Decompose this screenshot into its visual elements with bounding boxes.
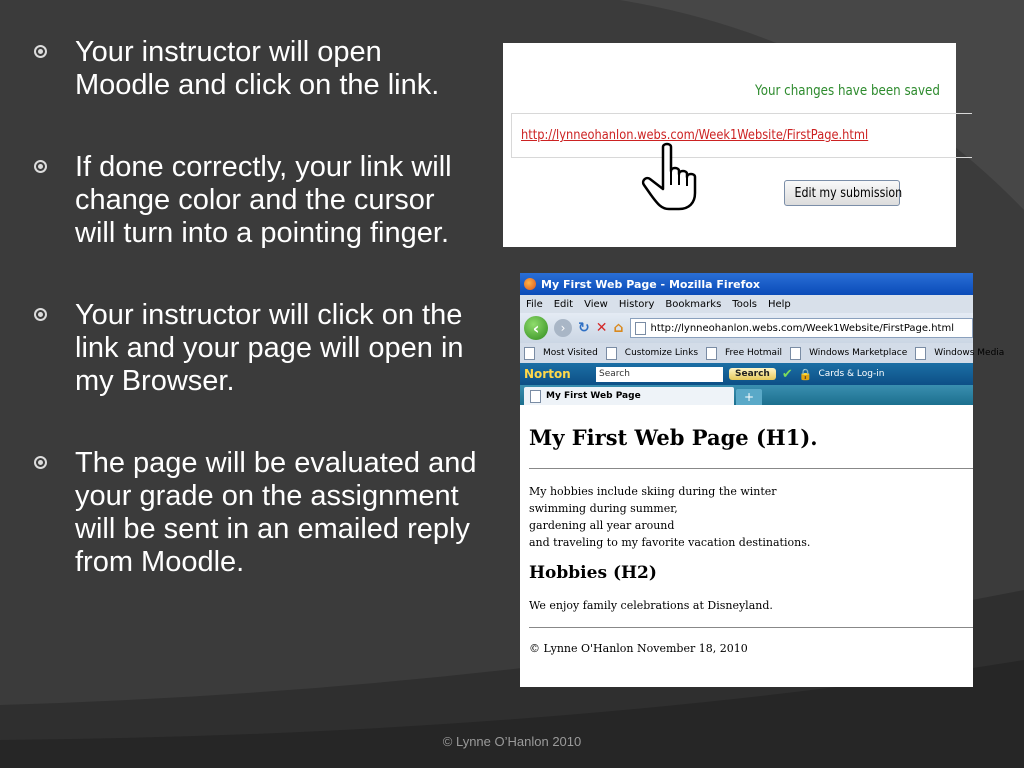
- norton-search-input[interactable]: Search: [596, 367, 723, 382]
- norton-logo: Norton: [524, 367, 571, 381]
- hobby-line: and traveling to my favorite vacation destinations.: [529, 536, 811, 549]
- hobby-line: gardening all year around: [529, 519, 675, 532]
- page-heading-h1: My First Web Page (H1).: [529, 425, 818, 450]
- bookmark-most-visited[interactable]: [524, 347, 598, 360]
- bookmark-label: Customize Links: [624, 348, 699, 358]
- address-bar[interactable]: [630, 318, 974, 338]
- bullet-text: Your instructor will open Moodle and click on the link.: [75, 36, 440, 101]
- tab-my-first-web-page[interactable]: [524, 387, 734, 405]
- saved-message: Your changes have been saved: [755, 83, 940, 99]
- bookmark-label: Windows Marketplace: [809, 348, 908, 358]
- navigation-toolbar: [520, 313, 973, 343]
- bookmark-customize-links[interactable]: [606, 347, 698, 360]
- bullet-item: [32, 447, 482, 579]
- lock-icon: 🔒: [798, 367, 813, 381]
- edit-submission-button[interactable]: [784, 180, 903, 206]
- menu-bookmarks[interactable]: Bookmarks: [665, 298, 722, 310]
- page-icon: [524, 347, 535, 360]
- submission-link[interactable]: http://lynneohanlon.webs.com/Week1Website/FirstPage.html: [521, 128, 869, 143]
- page-icon: [530, 390, 541, 403]
- menu-file[interactable]: File: [526, 298, 543, 310]
- menu-bar: [520, 295, 973, 313]
- page-icon: [635, 322, 646, 335]
- window-titlebar: [520, 273, 973, 295]
- menu-tools[interactable]: Tools: [732, 298, 757, 310]
- window-title: My First Web Page - Mozilla Firefox: [541, 277, 761, 291]
- menu-edit[interactable]: Edit: [553, 298, 574, 310]
- tab-bar: [520, 385, 973, 405]
- bookmark-label: Free Hotmail: [725, 348, 783, 358]
- menu-view[interactable]: View: [584, 298, 608, 310]
- bookmark-windows-marketplace[interactable]: [790, 347, 907, 360]
- reload-icon[interactable]: ↻: [578, 320, 590, 336]
- menu-help[interactable]: Help: [767, 298, 791, 310]
- page-icon: [790, 347, 801, 360]
- bullet-text: Your instructor will click on the link and your page will open in my Browser.: [75, 299, 464, 397]
- bullet-item: [32, 36, 482, 102]
- back-arrow-icon[interactable]: ‹: [524, 316, 548, 340]
- bullet-text: The page will be evaluated and your grade on the assignment will be sent in an emailed reply from Moodle.: [75, 447, 477, 578]
- horizontal-rule: [529, 468, 973, 469]
- page-paragraph: We enjoy family celebrations at Disneyland.: [529, 599, 773, 612]
- address-text: http://lynneohanlon.webs.com/Week1Website/FirstPage.html: [650, 322, 954, 334]
- hobby-line: My hobbies include skiing during the winter: [529, 485, 777, 498]
- bookmark-windows-media[interactable]: [915, 347, 1004, 360]
- bookmark-free-hotmail[interactable]: [706, 347, 782, 360]
- page-copyright: © Lynne O'Hanlon November 18, 2010: [529, 642, 748, 655]
- bullet-item: [32, 151, 482, 250]
- forward-arrow-icon[interactable]: ›: [554, 319, 572, 337]
- norton-search-button[interactable]: Search: [729, 368, 776, 380]
- home-icon[interactable]: ⌂: [613, 320, 624, 336]
- bookmarks-toolbar: [520, 343, 1005, 363]
- slide-footer: © Lynne O’Hanlon 2010: [442, 734, 582, 749]
- bookmark-label: Windows Media: [934, 348, 1005, 358]
- bookmark-label: Most Visited: [543, 348, 598, 358]
- bullet-text: If done correctly, your link will change color and the cursor will turn into a pointing finger.: [75, 151, 452, 249]
- submission-link-row: [511, 113, 972, 158]
- bullet-item: [32, 299, 482, 398]
- bullet-circle-icon: [34, 160, 47, 173]
- edit-submission-label: Edit my submission: [794, 185, 903, 201]
- tab-label: My First Web Page: [546, 391, 641, 401]
- checkmark-icon[interactable]: ✔: [781, 366, 793, 382]
- norton-toolbar: [520, 363, 973, 385]
- horizontal-rule: [529, 627, 973, 628]
- page-icon: [915, 347, 926, 360]
- bullet-circle-icon: [34, 308, 47, 321]
- bullet-list: [32, 36, 482, 628]
- page-icon: [606, 347, 617, 360]
- stop-icon[interactable]: ✕: [595, 320, 608, 336]
- menu-history[interactable]: History: [618, 298, 655, 310]
- hobby-line: swimming during summer,: [529, 502, 678, 515]
- web-page-content: [520, 405, 973, 655]
- hand-pointer-icon: [641, 141, 703, 213]
- firefox-screenshot: [520, 273, 1005, 687]
- moodle-screenshot: [503, 43, 956, 247]
- new-tab-plus-icon[interactable]: +: [736, 389, 762, 405]
- page-heading-h2: Hobbies (H2): [529, 563, 657, 583]
- page-icon: [706, 347, 717, 360]
- bullet-circle-icon: [34, 456, 47, 469]
- firefox-logo-icon: [524, 278, 536, 290]
- cards-login-button[interactable]: Cards & Log-in: [818, 369, 885, 379]
- bullet-circle-icon: [34, 45, 47, 58]
